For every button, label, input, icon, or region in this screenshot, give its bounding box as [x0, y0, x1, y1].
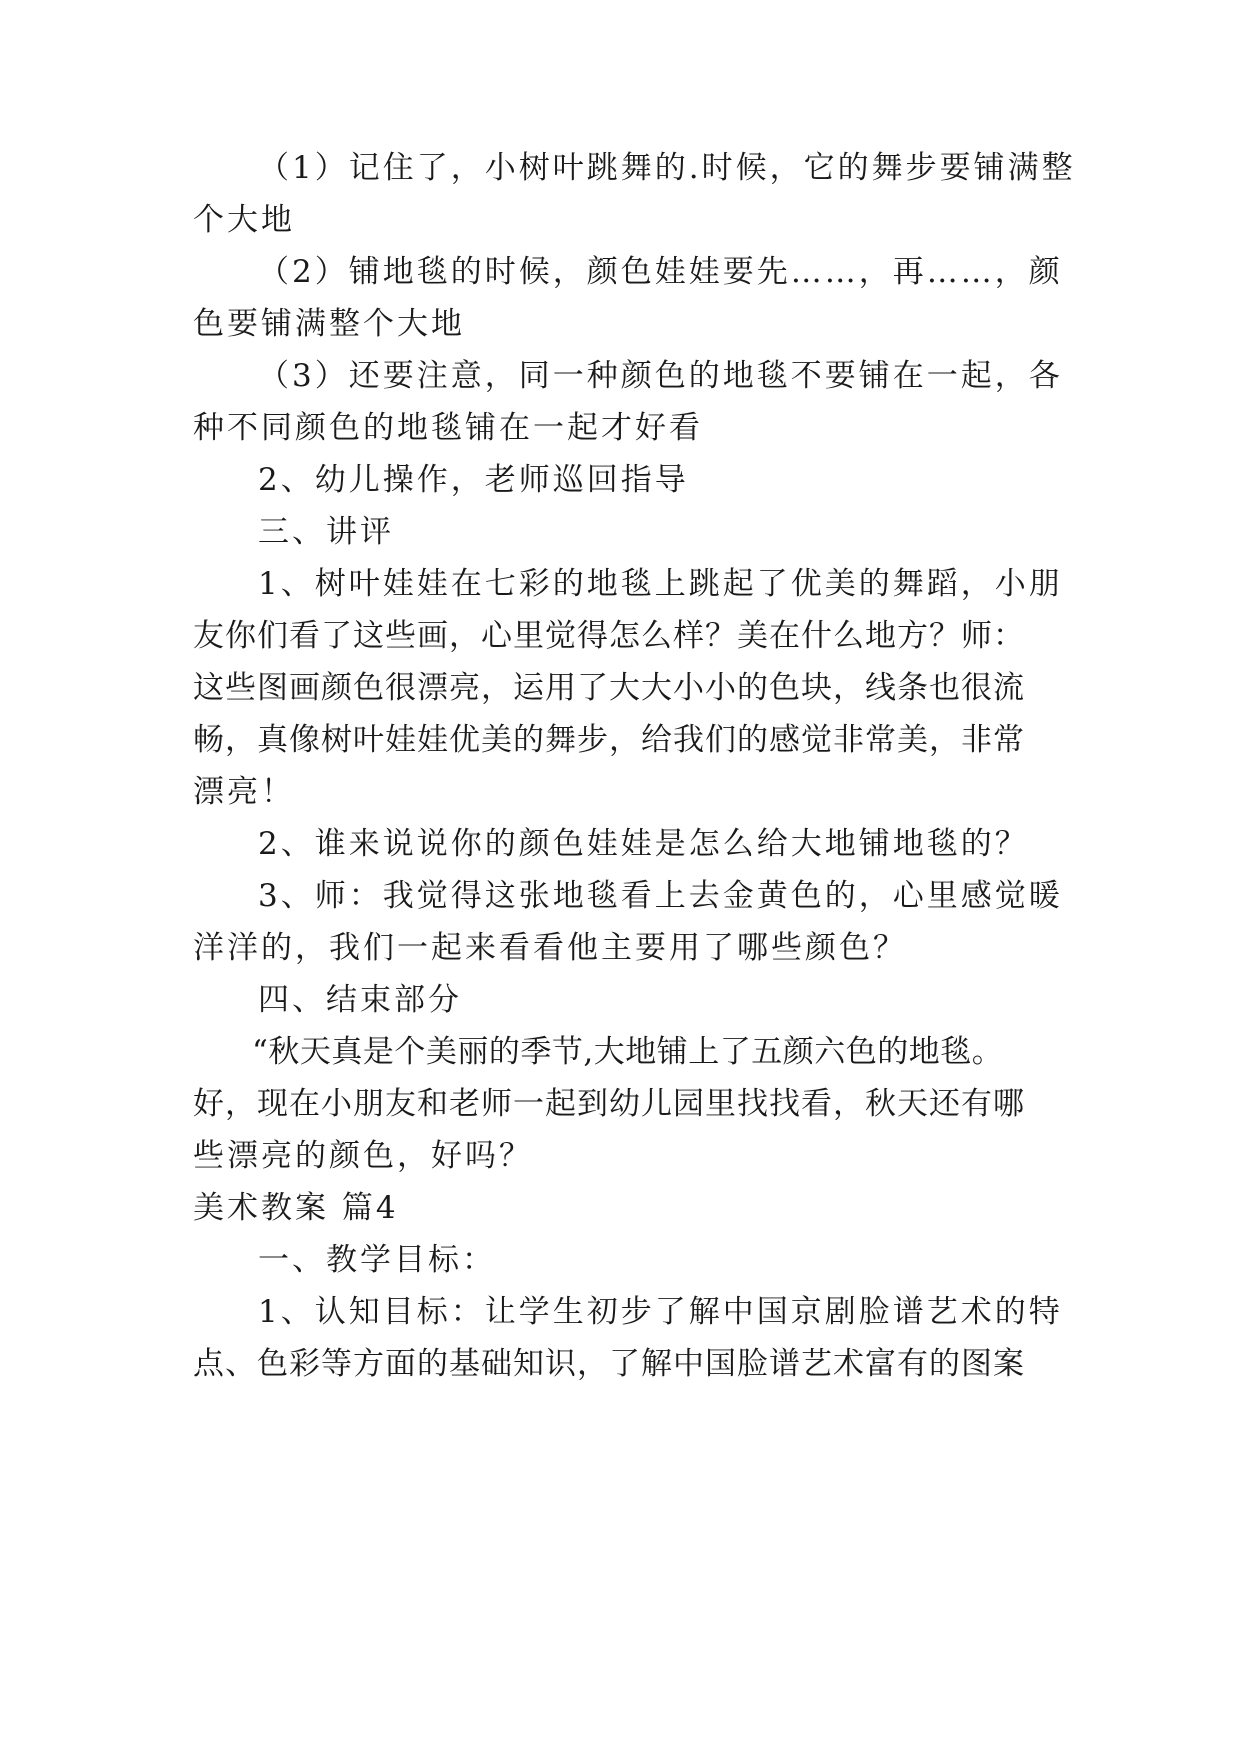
article-heading: 美术教案 篇4 [193, 1190, 399, 1226]
paragraph-line: （3）还要注意，同一种颜色的地毯不要铺在一起，各 [258, 358, 1063, 394]
paragraph-line: 些漂亮的颜色，好吗？ [193, 1138, 533, 1174]
paragraph-line: 畅，真像树叶娃娃优美的舞步，给我们的感觉非常美，非常 [193, 722, 1025, 758]
paragraph-line: （2）铺地毯的时候，颜色娃娃要先……，再……，颜 [258, 254, 1063, 290]
paragraph-line: 色要铺满整个大地 [193, 306, 465, 342]
paragraph-line: 个大地 [193, 202, 295, 238]
paragraph-line: 2、幼儿操作，老师巡回指导 [258, 462, 689, 498]
paragraph-line: （1）记住了，小树叶跳舞的.时候，它的舞步要铺满整 [258, 150, 1076, 186]
section-heading: 一、教学目标： [258, 1242, 496, 1278]
paragraph-line: 洋洋的，我们一起来看看他主要用了哪些颜色？ [193, 930, 907, 966]
paragraph-line: 2、谁来说说你的颜色娃娃是怎么给大地铺地毯的？ [258, 826, 1029, 862]
paragraph-line: 友你们看了这些画，心里觉得怎么样？美在什么地方？师： [193, 618, 1025, 654]
paragraph-line: 3、师：我觉得这张地毯看上去金黄色的，心里感觉暖 [258, 878, 1063, 914]
paragraph-line: 点、色彩等方面的基础知识，了解中国脸谱艺术富有的图案 [193, 1346, 1025, 1382]
section-heading: 四、结束部分 [258, 982, 462, 1018]
paragraph-line: 这些图画颜色很漂亮，运用了大大小小的色块，线条也很流 [193, 670, 1025, 706]
paragraph-line: 1、树叶娃娃在七彩的地毯上跳起了优美的舞蹈，小朋 [258, 566, 1063, 602]
paragraph-line: 种不同颜色的地毯铺在一起才好看 [193, 410, 703, 446]
section-heading: 三、讲评 [258, 514, 394, 550]
paragraph-line: 好，现在小朋友和老师一起到幼儿园里找找看，秋天还有哪 [193, 1086, 1025, 1122]
paragraph-line: “秋天真是个美丽的季节,大地铺上了五颜六色的地毯。 [252, 1034, 1004, 1070]
paragraph-line: 1、认知目标：让学生初步了解中国京剧脸谱艺术的特 [258, 1294, 1063, 1330]
paragraph-line: 漂亮！ [193, 774, 295, 810]
